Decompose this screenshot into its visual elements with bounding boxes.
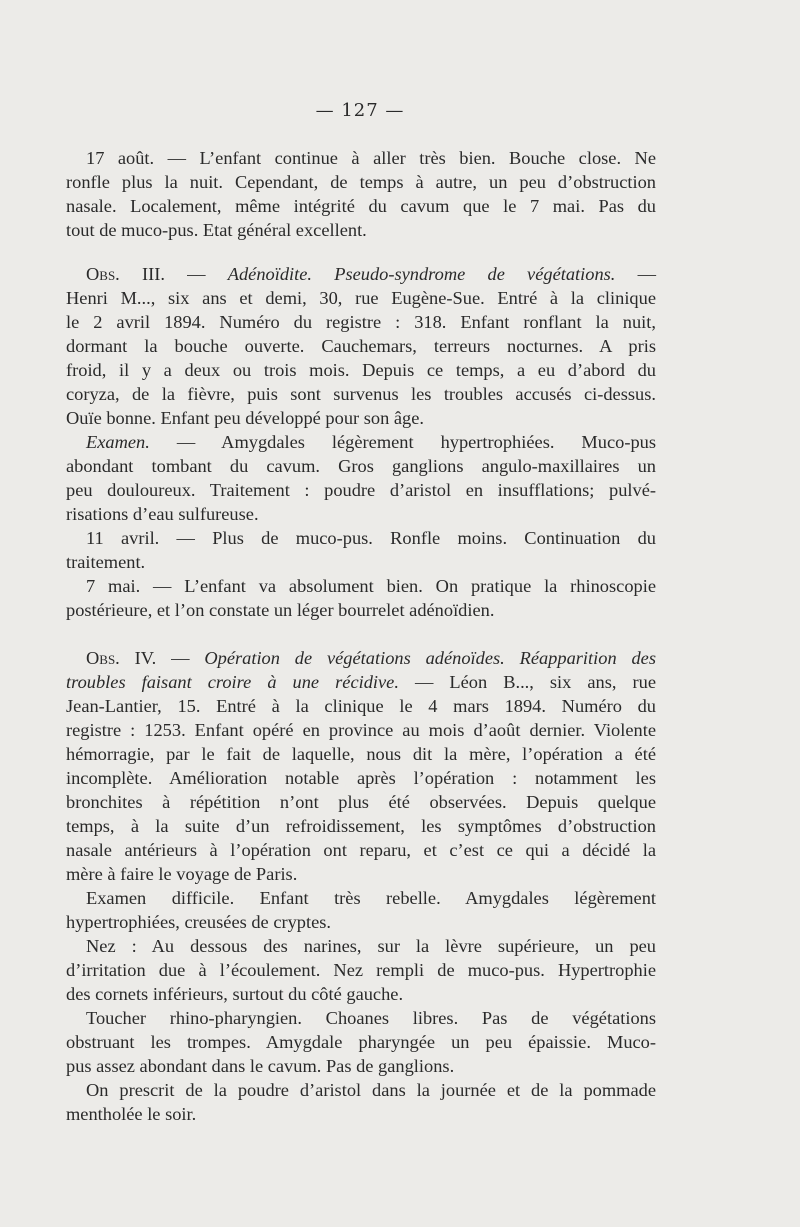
text-line: Jean-Lantier, 15. Entré à la clinique le 4 mars 1894. Numéro du [66,696,656,716]
obs4-heading: Obs. IV. — Opération de végétations adénoïdes. Réapparition des [86,648,657,668]
text-line: froid, il y a deux ou trois mois. Depuis ce temps, a eu d’abord du [66,360,656,380]
text-line: 7 mai. — L’enfant va absolument bien. On pratique la rhinoscopie [86,576,656,596]
text-line: coryza, de la fièvre, puis sont survenus les troubles accusés ci-dessus. [66,384,656,404]
text-line: hypertrophiées, creusées de cryptes. [66,912,332,932]
text-line: bronchites à répétition n’ont plus été observées. Depuis quelque [66,792,656,812]
text-line: d’irritation due à l’écoulement. Nez rempli de muco-pus. Hypertrophie [66,960,656,980]
text-line: incomplète. Amélioration notable après l’opération : notamment les [66,768,656,788]
text-line: obstruant les trompes. Amygdale pharyngée un peu épaissie. Muco- [66,1032,656,1052]
text-line: pus assez abondant dans le cavum. Pas de ganglions. [66,1056,455,1076]
text-line: abondant tombant du cavum. Gros ganglions angulo-maxillaires un [66,456,656,476]
obs4-label: Obs. IV. [86,648,157,668]
exam-label: Examen. [86,432,150,452]
text-line: On prescrit de la poudre d’aristol dans la journée et de la pommade [86,1080,656,1100]
text-line: 11 avril. — Plus de muco-pus. Ronfle moins. Continuation du [86,528,656,548]
obs4-heading-cont: troubles faisant croire à une récidive. — Léon B..., six ans, rue [66,672,656,692]
obs3-heading: Obs. III. — Adénoïdite. Pseudo-syndrome de végétations. — [86,264,656,284]
text-line: nasale. Localement, même intégrité du cavum que le 7 mai. Pas du [66,196,656,216]
obs4-title: Opération de végétations adénoïdes. Réapparition des [204,648,657,668]
text-line: ronfle plus la nuit. Cependant, de temps à autre, un peu d’obstruction [66,172,656,192]
text-line: risations d’eau sulfureuse. [66,504,259,524]
obs3-title: Adénoïdite. Pseudo-syndrome de végétations. [227,264,616,284]
obs4-title-cont: troubles faisant croire à une récidive. [66,672,399,692]
text-line: Nez : Au dessous des narines, sur la lèvre supérieure, un peu [86,936,656,956]
text-line: registre : 1253. Enfant opéré en province au mois d’août dernier. Violente [66,720,656,740]
text-line: hémorragie, par le fait de laquelle, nous dit la mère, l’opération a été [66,744,656,764]
page-number: — 127 — [315,100,405,121]
text-line: temps, à la suite d’un refroidissement, les symptômes d’obstruction [66,816,656,836]
text-line: Henri M..., six ans et demi, 30, rue Eugène-Sue. Entré à la clinique [66,288,656,308]
text-line: nasale antérieurs à l’opération ont reparu, et c’est ce qui a décidé la [66,840,656,860]
text-line: tout de muco-pus. Etat général excellent. [66,220,367,240]
text-line: dormant la bouche ouverte. Cauchemars, terreurs nocturnes. A pris [66,336,656,356]
text-line: des cornets inférieurs, surtout du côté gauche. [66,984,404,1004]
obs3-label: Obs. III. [86,264,165,284]
text-line: 17 août. — L’enfant continue à aller très bien. Bouche close. Ne [86,148,656,168]
text-line: postérieure, et l’on constate un léger bourrelet adénoïdien. [66,600,495,620]
obs3-exam-line: Examen. — Amygdales légèrement hypertrophiées. Muco-pus [86,432,656,452]
text-line: le 2 avril 1894. Numéro du registre : 318. Enfant ronflant la nuit, [66,312,656,332]
text-line: Examen difficile. Enfant très rebelle. Amygdales légèrement [86,888,656,908]
text-line: mère à faire le voyage de Paris. [66,864,298,884]
text-line: Ouïe bonne. Enfant peu développé pour son âge. [66,408,424,428]
text-line: mentholée le soir. [66,1104,197,1124]
text-line: Toucher rhino-pharyngien. Choanes libres. Pas de végétations [86,1008,656,1028]
text-line: peu douloureux. Traitement : poudre d’aristol en insufflations; pulvé- [66,480,656,500]
text-line: traitement. [66,552,146,572]
